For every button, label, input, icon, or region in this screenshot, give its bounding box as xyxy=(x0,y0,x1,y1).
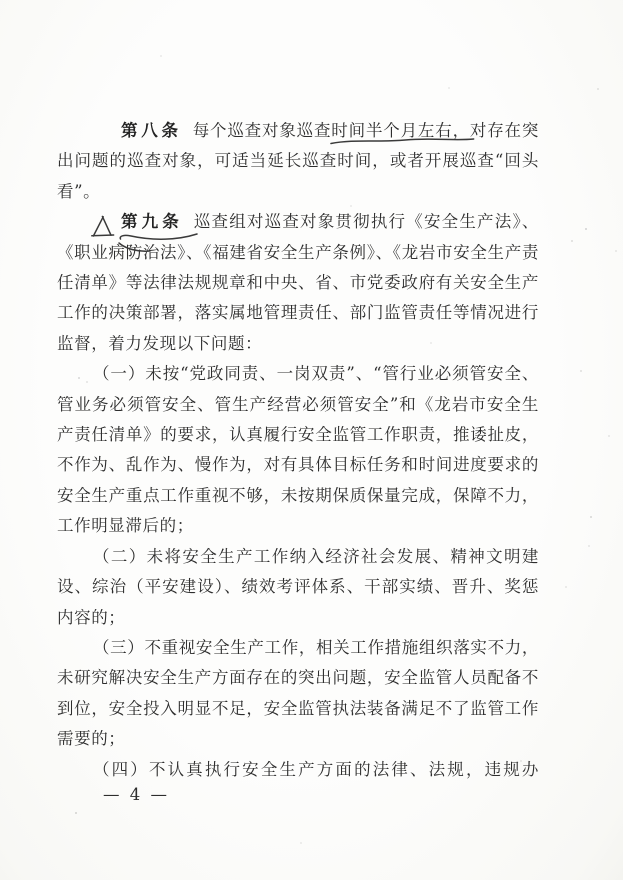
underlined-phrase xyxy=(331,121,470,140)
article-8-text-post: 对存在突出问题的巡查对象，可适当延长巡查时间，或者开展巡查“回头看”。 xyxy=(57,121,539,201)
document-body xyxy=(57,116,539,785)
hand-triangle-mark xyxy=(90,215,116,239)
article-8-term: 第八条 xyxy=(121,121,182,140)
paragraph-article-8 xyxy=(57,116,539,207)
scan-noise-speckles xyxy=(0,0,2,2)
clause-item-2: （二）未将安全生产工作纳入经济社会发展、精神文明建设、综治（平安建设）、绩效考评体系、干部实绩、晋升、奖惩内容的； xyxy=(57,546,539,627)
article-9-term xyxy=(121,212,183,231)
article-8-text-pre: 每个巡查对象巡查 xyxy=(192,121,332,140)
page-number: — 4 — xyxy=(103,785,170,804)
clause-item-4: （四）不认真执行安全生产方面的法律、法规，违规办 xyxy=(93,759,539,779)
clause-item-3: （三）不重视安全生产工作，相关工作措施组织落实不力，未研究解决安全生产方面存在的突出问题，安全监管人员配备不到位，安全投入明显不足，安全监管执法装备满足不了监管工作需要的； xyxy=(57,637,539,749)
article-9-term-text: 第九条 xyxy=(121,212,183,232)
clause-item-1: （一）未按“党政同责、一岗双责”、“管行业必须管安全、管业务必须管安全、管生产经营必须管安全”和《龙岩市安全生产责任清单》的要求，认真履行安全监管工作职责，推诿扯皮，不作为、乱作为、慢作为，对有具体目标任务和时间进度要求的安全生产重点工作重视不够，未按期保质保量完成，保障不力，工作明显滞后的； xyxy=(57,364,539,536)
paragraph-article-9 xyxy=(57,207,539,359)
underlined-phrase-text: 时间半个月左右， xyxy=(331,121,470,140)
article-9-body: 巡查组对巡查对象贯彻执行《安全生产法》、《职业病防治法》、《福建省安全生产条例》、《龙岩市安全生产责任清单》等法律法规规章和中央、省、市党委政府有关安全生产工作的决策部署，落实属地管理责任、部门监管责任等情况进行监督，着力发现以下问题： xyxy=(57,212,540,353)
